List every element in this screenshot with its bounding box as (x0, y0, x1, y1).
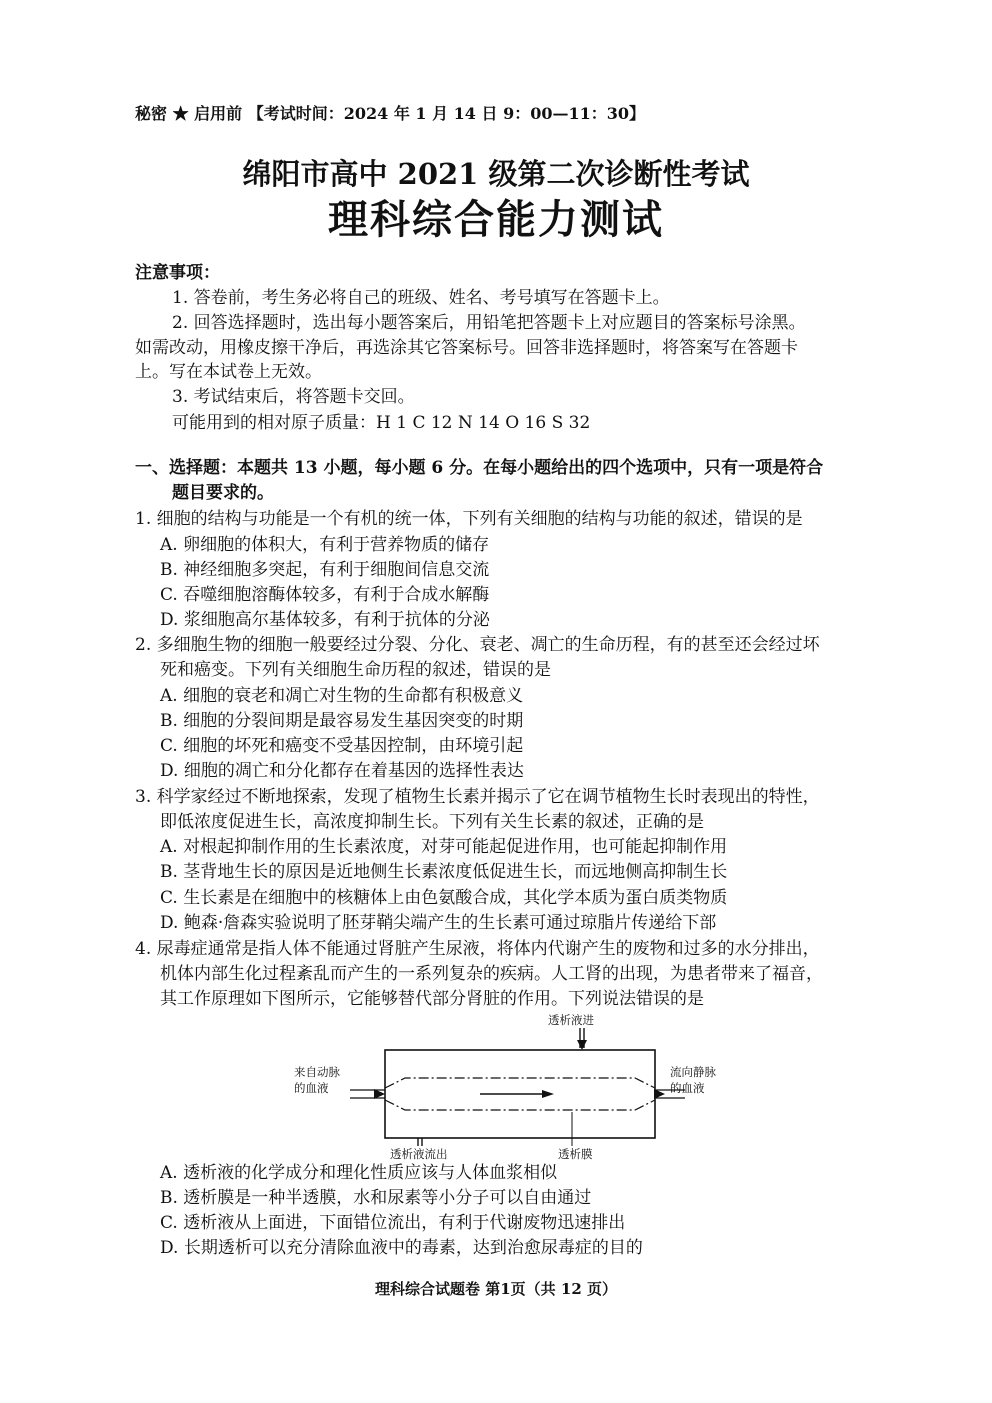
question-4-stem-cont: 其工作原理如下图所示，它能够替代部分肾脏的作用。下列说法错误的是 (160, 989, 704, 1009)
page-footer: 理科综合试题卷 第1页（共 12 页） (375, 1280, 617, 1298)
label-arterial-blood: 来自动脉 (294, 1065, 340, 1079)
question-2-stem-cont: 死和癌变。下列有关细胞生命历程的叙述，错误的是 (160, 660, 551, 680)
membrane-tube-top (385, 1078, 655, 1088)
notice-item: 2. 回答选择题时，选出每小题答案后，用铅笔把答题卡上对应题目的答案标号涂黑。 (172, 313, 806, 333)
arrow-down-icon (577, 1040, 587, 1050)
section-heading: 一、选择题：本题共 13 小题，每小题 6 分。在每小题给出的四个选项中，只有一项是符合 (135, 458, 824, 478)
question-1-option-d: D. 浆细胞高尔基体较多，有利于抗体的分泌 (160, 610, 490, 630)
section-heading-cont: 题目要求的。 (172, 483, 274, 503)
question-3-option-a: A. 对根起抑制作用的生长素浓度，对芽可能起促进作用，也可能起抑制作用 (160, 837, 728, 857)
question-3-stem: 3. 科学家经过不断地探索，发现了植物生长素并揭示了它在调节植物生长时表现出的特性， (135, 787, 820, 807)
notice-item: 3. 考试结束后，将答题卡交回。 (172, 387, 415, 407)
question-1-option-c: C. 吞噬细胞溶酶体较多，有利于合成水解酶 (160, 585, 490, 605)
notice-item: 如需改动，用橡皮擦干净后，再选涂其它答案标号。回答非选择题时，将答案写在答题卡 (135, 338, 798, 358)
question-3-option-d: D. 鲍森·詹森实验说明了胚芽鞘尖端产生的生长素可通过琼脂片传递给下部 (160, 913, 717, 933)
question-3-option-b: B. 茎背地生长的原因是近地侧生长素浓度低促进生长，而远地侧高抑制生长 (160, 862, 728, 882)
dialysis-diagram (290, 1012, 716, 1162)
question-2-option-a: A. 细胞的衰老和凋亡对生物的生命都有积极意义 (160, 686, 524, 706)
atomic-mass-line: 可能用到的相对原子质量：H 1 C 12 N 14 O 16 S 32 (172, 413, 591, 433)
question-3-stem-cont: 即低浓度促进生长，高浓度抑制生长。下列有关生长素的叙述，正确的是 (160, 812, 704, 832)
question-4-option-c: C. 透析液从上面进，下面错位流出，有利于代谢废物迅速排出 (160, 1213, 626, 1233)
question-4-stem: 4. 尿毒症通常是指人体不能通过肾脏产生尿液，将体内代谢产生的废物和过多的水分排出， (135, 939, 820, 959)
label-membrane: 透析膜 (558, 1147, 593, 1161)
label-dialysate-in: 透析液进 (548, 1013, 594, 1027)
question-1-stem: 1. 细胞的结构与功能是一个有机的统一体，下列有关细胞的结构与功能的叙述，错误的是 (135, 509, 803, 529)
question-1-option-b: B. 神经细胞多突起，有利于细胞间信息交流 (160, 560, 490, 580)
notice-item: 1. 答卷前，考生务必将自己的班级、姓名、考号填写在答题卡上。 (172, 288, 670, 308)
notice-heading: 注意事项： (135, 263, 220, 283)
label-arterial-blood-cont: 的血液 (294, 1081, 329, 1095)
question-4-stem-cont: 机体内部生化过程紊乱而产生的一系列复杂的疾病。人工肾的出现，为患者带来了福音， (160, 964, 823, 984)
question-4-option-a: A. 透析液的化学成分和理化性质应该与人体血浆相似 (160, 1163, 558, 1183)
question-4-option-d: D. 长期透析可以充分清除血液中的毒素，达到治愈尿毒症的目的 (160, 1238, 643, 1258)
question-1-option-a: A. 卵细胞的体积大，有利于营养物质的储存 (160, 535, 490, 555)
label-venous-blood: 流向静脉 (670, 1065, 716, 1079)
confidential-line: 秘密 ★ 启用前 【考试时间：2024 年 1 月 14 日 9：00—11：30】 (135, 104, 645, 123)
question-2-option-d: D. 细胞的凋亡和分化都存在着基因的选择性表达 (160, 761, 524, 781)
question-2-stem: 2. 多细胞生物的细胞一般要经过分裂、分化、衰老、凋亡的生命历程，有的甚至还会经过坏 (135, 635, 820, 655)
question-2-option-c: C. 细胞的坏死和癌变不受基因控制，由环境引起 (160, 736, 524, 756)
label-venous-blood-cont: 的血液 (670, 1081, 705, 1095)
arrow-right-icon (542, 1090, 554, 1098)
question-3-option-c: C. 生长素是在细胞中的核糖体上由色氨酸合成，其化学本质为蛋白质类物质 (160, 888, 728, 908)
exam-subject-title: 理科综合能力测试 (328, 196, 664, 243)
question-4-option-b: B. 透析膜是一种半透膜，水和尿素等小分子可以自由通过 (160, 1188, 592, 1208)
label-dialysate-out: 透析液流出 (390, 1147, 448, 1161)
exam-title: 绵阳市高中 2021 级第二次诊断性考试 (242, 157, 750, 191)
membrane-tube-bottom (385, 1100, 655, 1110)
notice-item: 上。写在本试卷上无效。 (135, 362, 322, 382)
question-2-option-b: B. 细胞的分裂间期是最容易发生基因突变的时期 (160, 711, 524, 731)
